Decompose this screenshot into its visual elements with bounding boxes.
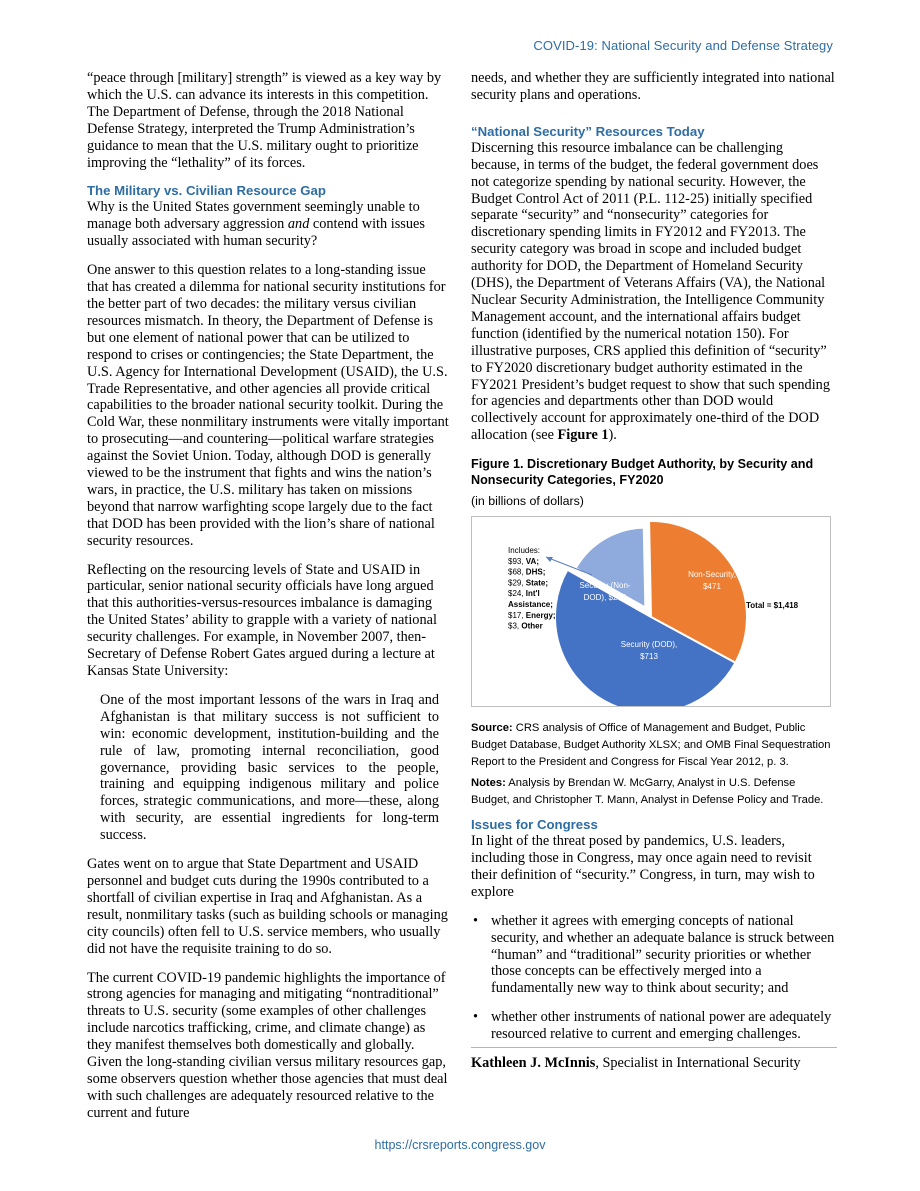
paragraph: The current COVID-19 pandemic highlights the importance of strong agencies for managing and mitigating “nontraditional” threats to U.S. security (some examples of other challenges include narcotics trafficking, crime, and climate change) as they manifest themselves both domestically and globally. Given the long-standing civilian versus military resources gap, some observers question whether those agencies that must deal with such challenges are adequately resourced relative to the current and future (87, 969, 448, 1121)
slice-value-dod: $713 (640, 652, 658, 662)
total-label: Total = $1,418 (746, 601, 799, 611)
figure-source: Source: CRS analysis of Office of Management and Budget, Public Budget Database, Budget Authority XLSX; and OMB Final Sequestration Report to the President and Congress for Fiscal Year 2012, p. 3. (471, 722, 831, 769)
slice-label-non-dod: Security (Non- (579, 581, 631, 591)
pie-chart-frame (471, 516, 831, 707)
paragraph: needs, and whether they are sufficiently integrated into national security plans and operations. (471, 70, 835, 103)
right-column (471, 70, 835, 1072)
pie-chart (472, 517, 830, 706)
figure-title: Figure 1. Discretionary Budget Authority, by Security and Nonsecurity Categories, FY2020 (471, 457, 814, 488)
figure-reference[interactable]: Figure 1 (557, 427, 609, 444)
author-line: Kathleen J. McInnis, Specialist in International Security (471, 1055, 801, 1072)
slice-value-non-security: $471 (703, 582, 721, 592)
slice-label-non-dod-value: DOD), $234 (583, 593, 627, 603)
paragraph: Gates went on to argue that State Department and USAID personnel and budget cuts during the 1990s contributed to a shortfall of civilian expertise in Iraq and Afghanistan. As a result, nonmilitary tasks (such as building schools or managing city councils) often fell to U.S. service members, who usually did not have the requisite training to do so. (87, 856, 448, 957)
section-heading: Issues for Congress (471, 817, 598, 833)
divider (471, 1047, 837, 1048)
paragraph: Why is the United States government seemingly unable to manage both adversary aggression and contend with issues usually associated with human security? (87, 199, 425, 250)
paragraph: Reflecting on the resourcing levels of State and USAID in particular, senior national security officials have long argued that this authorities-versus-resources imbalance is damaging the United States’ ability to grapple with a variety of national security challenges. For example, in November 2007, then-Secretary of Defense Robert Gates argued during a lecture at Kansas State University: (87, 561, 437, 679)
section-heading: The Military vs. Civilian Resource Gap (87, 183, 326, 199)
paragraph: “peace through [military] strength” is viewed as a key way by which the U.S. can advance its interests in this competition. The Department of Defense, through the 2018 National Defense Strategy, interpreted the Trump Administration’s guidance to mean that the U.S. military ought to prioritize improving the “lethality” of its forces. (87, 70, 442, 171)
footer-url[interactable]: https://crsreports.congress.gov (374, 1138, 546, 1152)
section-heading: “National Security” Resources Today (471, 123, 705, 139)
paragraph: In light of the threat posed by pandemics, U.S. leaders, including those in Congress, may once again need to revisit their definition of “security.” Congress, in turn, may wish to explore (471, 833, 815, 900)
left-column (87, 70, 449, 1134)
figure-notes: Notes: Analysis by Brendan W. McGarry, Analyst in U.S. Defense Budget, and Christopher T. Mann, Analyst in Defense Policy and Trade. (471, 777, 824, 807)
bullet-icon: • (473, 1009, 479, 1026)
slice-label-dod: Security (DOD), (620, 640, 678, 650)
bullet-icon: • (473, 912, 479, 929)
list-item: • whether it agrees with emerging concepts of national security, and whether an adequate balance is struck between “human” and “traditional” security priorities or whether those concepts can be effectively merged into a fundamentally new way to think about security; and (473, 912, 835, 997)
block-quote: One of the most important lessons of the wars in Iraq and Afghanistan is that military success is not sufficient to win: economic development, institution-building and the rule of law, promoting internal reconciliation, good governance, providing basic services to the people, training and equipping indigenous military and police forces, strategic communications, and more—these, along with security, are essential ingredients for long-term success. (100, 691, 439, 844)
paragraph: One answer to this question relates to a long-standing issue that has created a dilemma for national security institutions for the better part of two decades: the military versus civilian resources mismatch. In theory, the Department of Defense is but one element of national power that can be utilized to respond to crises or contingencies; the State Department, the U.S. Agency for International Development (USAID), the U.S. Trade Representative, and other agencies all provide critical capabilities to the broader national security toolkit. During the Cold War, these nonmilitary instruments were vitally important to prosecuting—and countering—political warfare strategies against the Soviet Union. Today, although DOD is generally viewed to be the instrument that fights and wins the nation’s wars, in practice, the U.S. military has taken on missions beyond that narrow warfighting scope largely due to the fact that DOD has been provided with the lion’s share of national security resources. (87, 262, 449, 549)
figure-subtitle: (in billions of dollars) (471, 494, 584, 509)
paragraph: Discerning this resource imbalance can be challenging because, in terms of the budget, the federal government does not categorize spending by national security. However, the Budget Control Act of 2011 (P.L. 112-25) initially specified separate “security” and “nonsecurity” categories for discretionary spending limits in FY2012 and FY2013. The security category was broad in scope and included budget authority for DOD, the Department of Homeland Security (DHS), the Department of Veterans Affairs (VA), the National Nuclear Security Administration, the Intelligence Community Management account, and the international affairs budget function (identified by the numerical notation 150). For illustrative purposes, CRS applied this definition of “security” to FY2020 discretionary budget authority estimated in the FY2021 President’s budget request to show that such spending for agencies and departments other than DOD would collectively account for approximately one-third of the DOD allocation (see Figure 1). (471, 139, 830, 444)
slice-label-non-security: Non-Security, (688, 570, 736, 580)
callout-text: Includes: $93, VA; $68, DHS; $29, State; $24, Int'l Assistance; $17, Energy; $3, Other (508, 546, 556, 631)
list-item: • whether other instruments of national power are adequately resourced relative to current and emerging challenges. (473, 1009, 832, 1043)
running-header: COVID-19: National Security and Defense Strategy (533, 38, 833, 53)
bullet-list (471, 913, 835, 1043)
